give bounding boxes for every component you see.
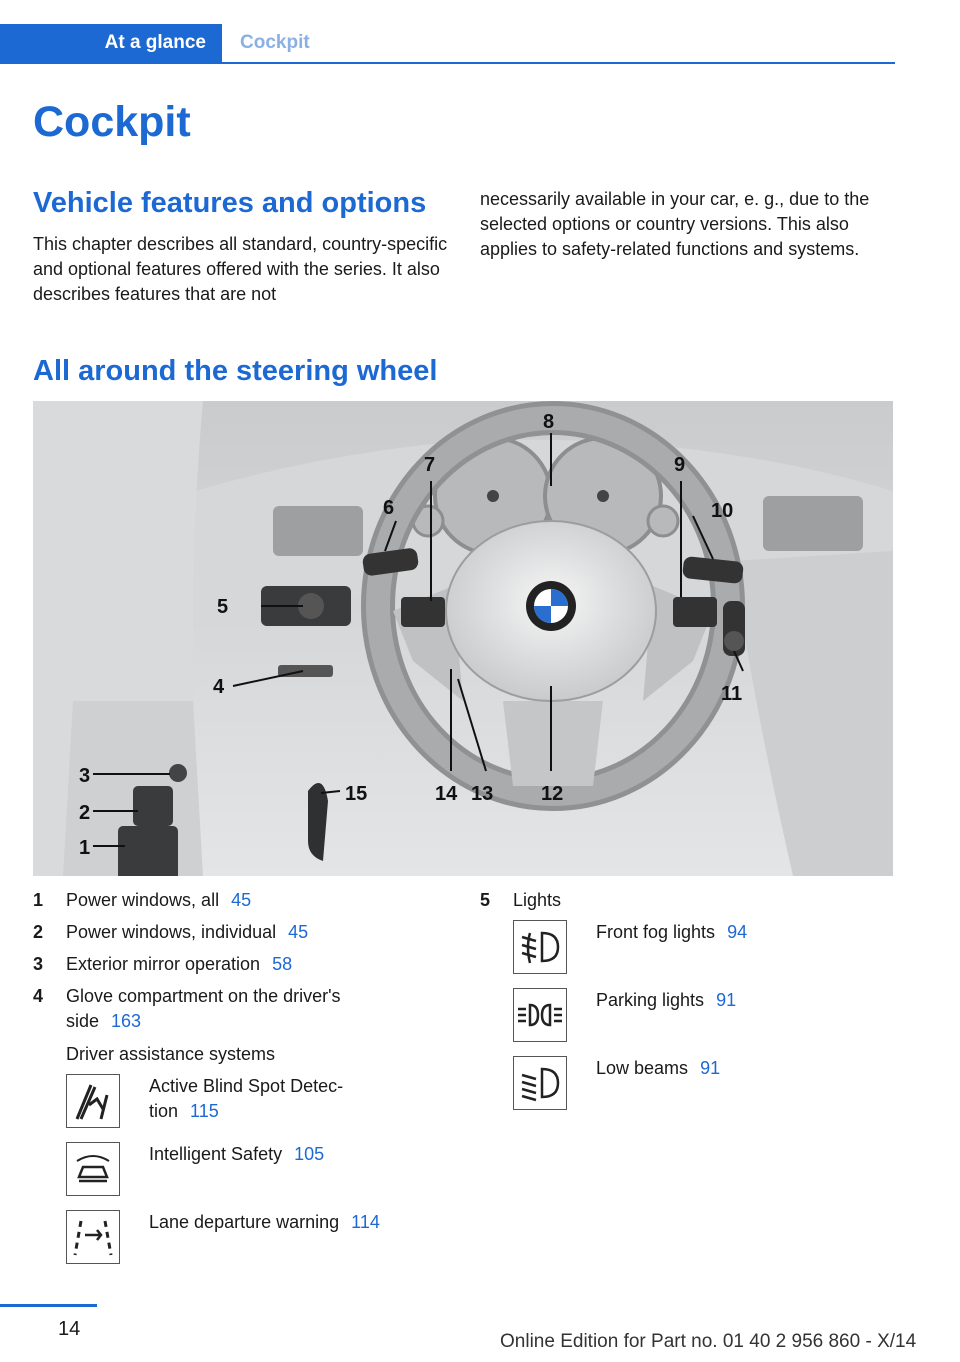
legend-text: Power windows, all — [66, 890, 220, 910]
parking-lights-label: Parking lights — [596, 990, 705, 1010]
page-link[interactable]: 114 — [351, 1212, 380, 1232]
page-link[interactable]: 58 — [272, 954, 293, 974]
intelligent-safety-icon — [66, 1142, 120, 1196]
page-link[interactable]: 91 — [716, 990, 737, 1010]
intelligent-safety-row — [149, 1142, 324, 1167]
subheading-text: Driver assistance systems — [66, 1044, 276, 1064]
page-number: 14 — [58, 1318, 81, 1340]
legend-text: side — [66, 1011, 100, 1031]
intelligent-safety-label: Intelligent Safety — [149, 1144, 283, 1164]
tab-at-a-glance[interactable]: At a glance — [0, 24, 222, 62]
intro-text-right: necessarily available in your car, e. g., due to the selected options or country versions. This also applies to safety-related functions and systems. — [480, 189, 870, 259]
legend-number: 2 — [33, 922, 44, 942]
page-link[interactable]: 105 — [294, 1144, 325, 1164]
legend-text: Lights — [513, 890, 562, 910]
callout-5: 5 — [217, 596, 229, 618]
callout-2: 2 — [79, 802, 91, 824]
section-title-steering-wheel: All around the steering wheel — [33, 355, 438, 387]
low-beams-label: Low beams — [596, 1058, 689, 1078]
callout-14: 14 — [435, 783, 458, 805]
legend-number: 3 — [33, 954, 44, 974]
page-link[interactable]: 45 — [231, 890, 252, 910]
front-fog-lights-label: Front fog lights — [596, 922, 716, 942]
page-link[interactable]: 163 — [111, 1011, 142, 1031]
callout-1: 1 — [79, 837, 91, 859]
front-fog-lights-icon — [513, 920, 567, 974]
callout-10: 10 — [711, 500, 734, 522]
low-beams-row — [596, 1056, 720, 1081]
section-title-vehicle-features: Vehicle features and options — [33, 187, 427, 219]
callout-7: 7 — [424, 454, 436, 476]
legend-number: 4 — [33, 986, 44, 1006]
lane-departure-row — [149, 1210, 380, 1235]
chapter-tab-bar — [0, 24, 895, 64]
callout-4: 4 — [213, 676, 225, 698]
parking-lights-row — [596, 988, 736, 1013]
legend-right — [480, 888, 895, 1128]
callout-9: 9 — [674, 454, 686, 476]
tab-cockpit[interactable]: Cockpit — [240, 32, 310, 53]
legend-text: Glove compartment on the driver's — [66, 986, 341, 1006]
page-link[interactable]: 91 — [700, 1058, 721, 1078]
blind-spot-label-continued — [149, 1099, 219, 1124]
parking-lights-icon — [513, 988, 567, 1042]
callout-6: 6 — [383, 497, 395, 519]
legend-text: Exterior mirror operation — [66, 954, 261, 974]
blind-spot-label-2: tion — [149, 1101, 179, 1121]
blind-spot-label: Active Blind Spot Detec- — [149, 1076, 344, 1096]
legend-number: 5 — [480, 890, 491, 910]
blind-spot-icon — [66, 1074, 120, 1128]
cockpit-drawing — [33, 401, 893, 876]
legend-number: 1 — [33, 890, 44, 910]
callout-11: 11 — [721, 683, 743, 705]
callout-12: 12 — [541, 783, 564, 805]
page-link[interactable]: 45 — [288, 922, 309, 942]
footer-rule — [0, 1304, 97, 1307]
intro-text-left: This chapter describes all standard, country-specific and optional features offered with the series. It also describes features that are not — [33, 234, 448, 304]
callout-13: 13 — [471, 783, 494, 805]
online-edition-note: Online Edition for Part no. 01 40 2 956 860 - X/14 — [500, 1331, 917, 1352]
legend-left — [33, 888, 443, 1268]
low-beams-icon — [513, 1056, 567, 1110]
page-link[interactable]: 94 — [727, 922, 748, 942]
page-title: Cockpit — [33, 98, 191, 146]
callout-3: 3 — [79, 765, 91, 787]
callout-8: 8 — [543, 411, 555, 433]
cockpit-illustration — [33, 401, 893, 876]
page-link[interactable]: 115 — [190, 1101, 219, 1121]
lane-departure-icon — [66, 1210, 120, 1264]
lane-departure-label: Lane departure warning — [149, 1212, 340, 1232]
front-fog-lights-row — [596, 920, 747, 945]
callout-15: 15 — [345, 783, 368, 805]
legend-text: Power windows, individual — [66, 922, 277, 942]
